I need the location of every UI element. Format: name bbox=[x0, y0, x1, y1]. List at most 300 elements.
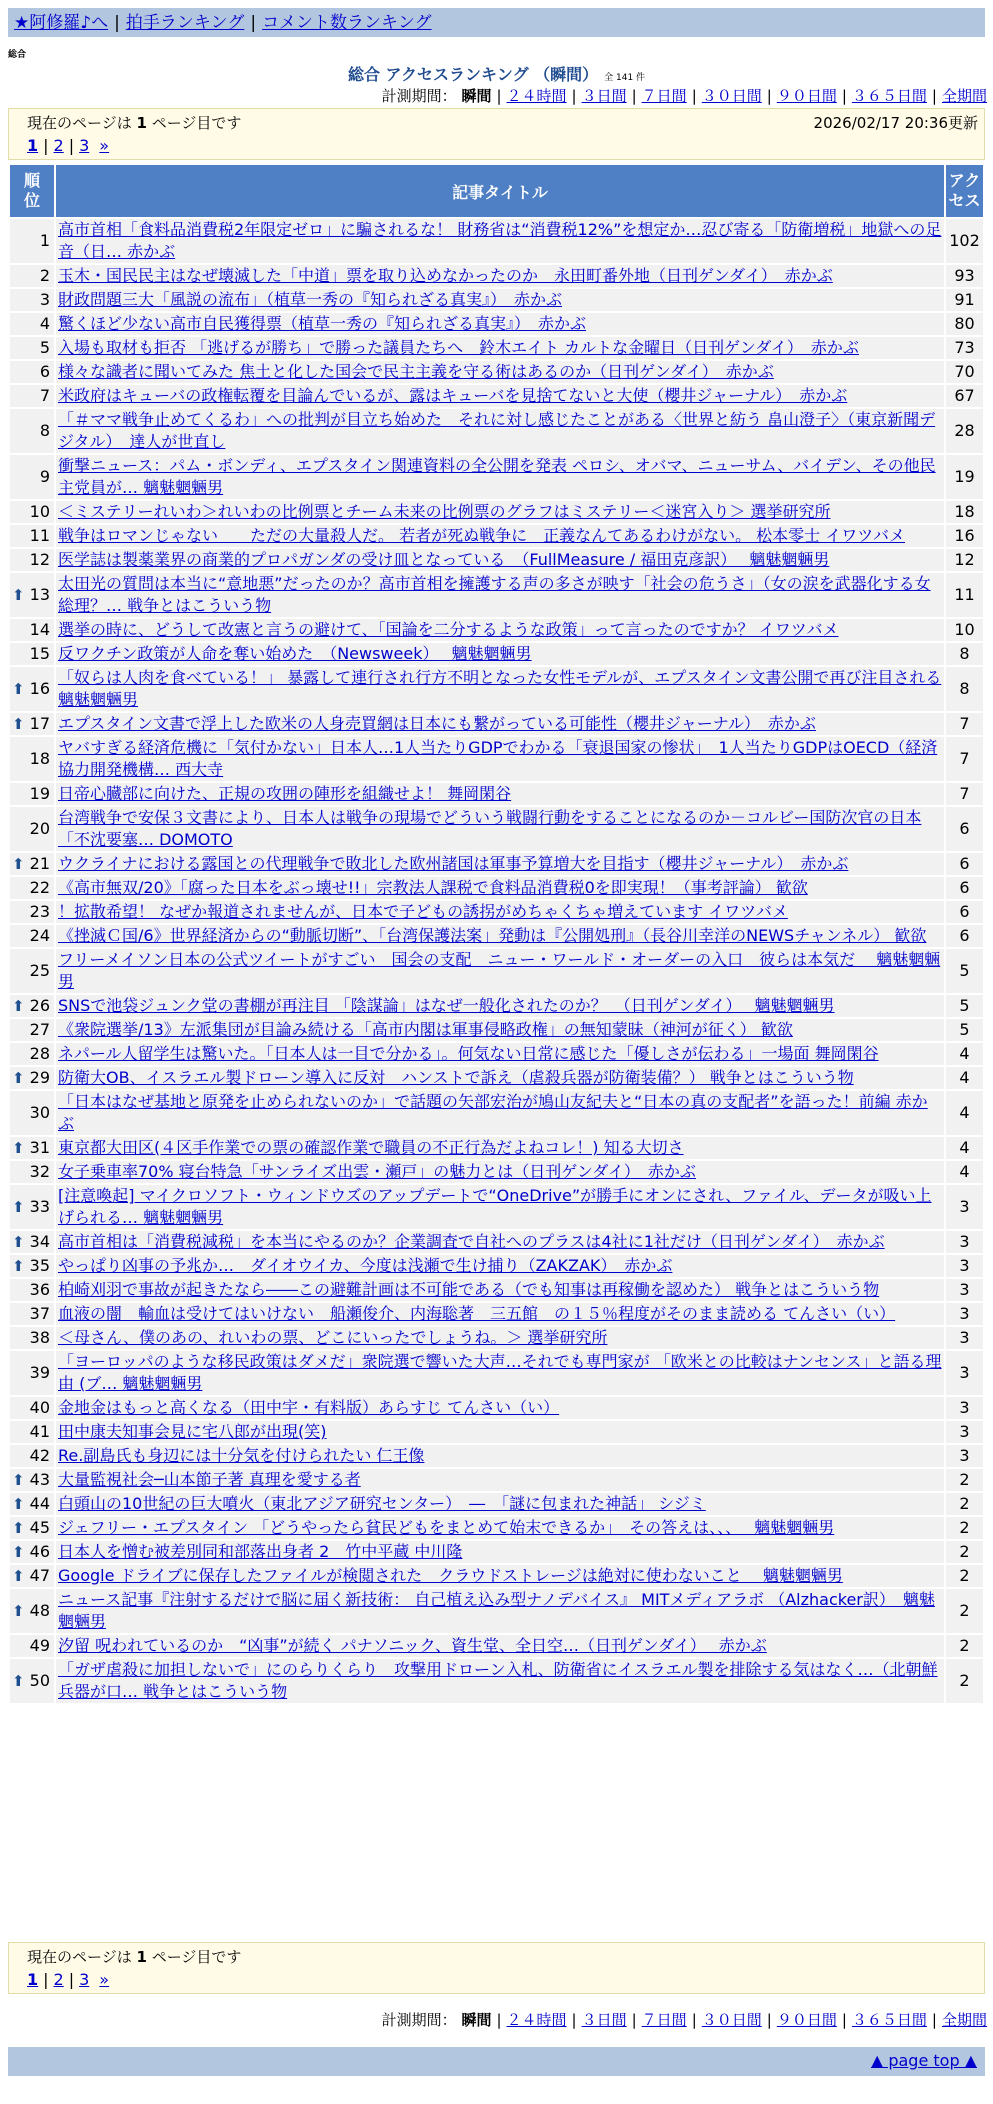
access-count: 6 bbox=[946, 877, 983, 899]
article-link[interactable]: 玉木・国民民主はなぜ壊滅した「中道」票を取り込めなかったのか 永田町番外地（日刊ゲンダイ） 赤かぶ bbox=[58, 266, 833, 285]
rank-number: 16 bbox=[29, 679, 50, 698]
rank-number: 18 bbox=[29, 749, 50, 768]
table-row bbox=[10, 925, 983, 947]
table-row bbox=[10, 1019, 983, 1041]
article-link[interactable]: 防衛大OB、イスラエル製ドローン導入に反対 ハンストで訴え（虐殺兵器が防衛装備？） 戦争とはこういう物 bbox=[58, 1068, 854, 1087]
title-cell bbox=[56, 1327, 944, 1349]
article-link[interactable]: 血液の闇 輸血は受けてはいけない 船瀬俊介、内海聡著 三五館 の１５％程度がそのまま読める てんさい（い） bbox=[58, 1304, 896, 1323]
rank-number: 10 bbox=[29, 502, 50, 521]
access-count: 4 bbox=[946, 1137, 983, 1159]
access-count: 73 bbox=[946, 337, 983, 359]
rank-cell bbox=[10, 1303, 54, 1325]
article-link[interactable]: 汐留 呪われているのか “凶事”が続く パナソニック、資生堂、全日空…（日刊ゲンダイ） 赤かぶ bbox=[58, 1636, 767, 1655]
access-count: 18 bbox=[946, 501, 983, 523]
table-row bbox=[10, 1279, 983, 1301]
up-arrow-icon: ⬆ bbox=[12, 1471, 25, 1489]
article-link[interactable]: エプスタイン文書で浮上した欧米の人身売買網は日本にも繋がっている可能性（櫻井ジャーナル） 赤かぶ bbox=[58, 714, 816, 733]
rank-number: 25 bbox=[29, 961, 50, 980]
title-cell bbox=[56, 737, 944, 781]
access-count: 67 bbox=[946, 385, 983, 407]
period-link-24h[interactable]: ２４時間 bbox=[506, 2011, 567, 2029]
table-row bbox=[10, 501, 983, 523]
ranking-table bbox=[8, 163, 985, 1705]
nav-link-comment-ranking[interactable]: コメント数ランキング bbox=[262, 13, 432, 33]
article-link[interactable]: 「ガザ虐殺に加担しないで」にのらりくらり 攻撃用ドローン入札、防衛省にイスラエル製を排除する気はなく…（北朝鮮兵器が口… 戦争とはこういう物 bbox=[58, 1660, 938, 1701]
article-link[interactable]: 金地金はもっと高くなる（田中宇・有料版）あらすじ てんさい（い） bbox=[58, 1398, 560, 1417]
article-link[interactable]: 選挙の時に、どうして改憲と言うの避けて、「国論を二分するような政策」って言ったのですか？ イワツバメ bbox=[58, 620, 839, 639]
title-cell bbox=[56, 1635, 944, 1657]
article-link[interactable]: [注意喚起] マイクロソフト・ウィンドウズのアップデートで“OneDrive”が勝手にオンにされ、ファイル、データが吸い上げられる… 魑魅魍魎男 bbox=[58, 1186, 932, 1227]
article-link[interactable]: 高市首相「食料品消費税2年限定ゼロ」に騙されるな！ 財務省は“消費税12%”を想定か…忍び寄る「防衛増税」地獄への足音（日… 赤かぶ bbox=[58, 220, 942, 261]
access-count: 16 bbox=[946, 525, 983, 547]
rank-number: 1 bbox=[39, 231, 50, 250]
page-link-3[interactable]: 3 bbox=[79, 1970, 90, 1989]
rank-cell bbox=[10, 1019, 54, 1041]
period-link-24h[interactable]: ２４時間 bbox=[506, 87, 567, 105]
article-link[interactable]: 入場も取材も拒否 「逃げるが勝ち」で勝った議員たちへ 鈴木エイト カルトな金曜日（日刊ゲンダイ） 赤かぶ bbox=[58, 338, 859, 357]
article-link[interactable]: 《挫滅Ｃ国/6》世界経済からの“動脈切断”、「台湾保護法案」発動は『公開処刑』（長谷川幸洋のNEWSチャンネル） 歓欲 bbox=[58, 926, 927, 945]
title-cell bbox=[56, 1231, 944, 1253]
title-cell bbox=[56, 573, 944, 617]
article-link[interactable]: 「＃ママ戦争止めてくるわ」への批判が目立ち始めた それに対し感じたことがある〈世界と紡う 畠山澄子〉（東京新聞デジタル） 達人が世直し bbox=[58, 410, 936, 451]
table-row bbox=[10, 853, 983, 875]
page-next-link[interactable]: » bbox=[99, 136, 110, 155]
rank-cell bbox=[10, 1565, 54, 1587]
period-link-30d[interactable]: ３０日間 bbox=[701, 2011, 762, 2029]
table-row bbox=[10, 385, 983, 407]
table-row bbox=[10, 619, 983, 641]
page-title: 総合 アクセスランキング （瞬間） bbox=[347, 65, 599, 84]
rank-number: 29 bbox=[29, 1068, 50, 1087]
title-cell bbox=[56, 1279, 944, 1301]
access-count: 2 bbox=[946, 1469, 983, 1491]
rank-number: 2 bbox=[39, 266, 50, 285]
title-cell bbox=[56, 501, 944, 523]
rank-cell bbox=[10, 1421, 54, 1443]
rank-cell bbox=[10, 949, 54, 993]
access-count: 4 bbox=[946, 1043, 983, 1065]
rank-cell bbox=[10, 337, 54, 359]
table-row bbox=[10, 1589, 983, 1633]
header-title: 記事タイトル bbox=[56, 165, 944, 217]
title-cell bbox=[56, 289, 944, 311]
rank-number: 20 bbox=[29, 819, 50, 838]
rank-cell bbox=[10, 573, 54, 617]
article-link[interactable]: 東京都大田区(４区手作業での票の確認作業で職員の不正行為だよねコレ！) 知る大切さ bbox=[58, 1138, 684, 1157]
page-link-1[interactable]: 1 bbox=[27, 1970, 39, 1989]
up-arrow-icon: ⬆ bbox=[12, 1198, 25, 1216]
article-link[interactable]: 戦争はロマンじゃない ただの大量殺人だ。 若者が死ぬ戦争に 正義なんてあるわけがない。 松本零士 イワツバメ bbox=[58, 526, 905, 545]
title-cell bbox=[56, 1091, 944, 1135]
table-row bbox=[10, 1161, 983, 1183]
access-count: 3 bbox=[946, 1421, 983, 1443]
table-row bbox=[10, 1255, 983, 1277]
rank-number: 11 bbox=[29, 526, 50, 545]
article-link[interactable]: 財政問題三大「風説の流布」（植草一秀の『知られざる真実』） 赤かぶ bbox=[58, 290, 563, 309]
rank-number: 23 bbox=[29, 902, 50, 921]
access-count: 91 bbox=[946, 289, 983, 311]
access-count: 6 bbox=[946, 807, 983, 851]
rank-number: 40 bbox=[29, 1398, 50, 1417]
title-cell bbox=[56, 549, 944, 571]
article-link[interactable]: 《衆院選挙/13》左派集団が目論み続ける「高市内閣は軍事侵略政権」の無知蒙昧（神河が征く） 歓欲 bbox=[58, 1020, 793, 1039]
period-link-365d[interactable]: ３６５日間 bbox=[851, 87, 927, 105]
period-link-all[interactable]: 全期間 bbox=[941, 87, 987, 105]
nav-link-clap-ranking[interactable]: 拍手ランキング bbox=[125, 13, 245, 33]
rank-number: 19 bbox=[29, 784, 50, 803]
title-cell bbox=[56, 1659, 944, 1703]
table-row bbox=[10, 1397, 983, 1419]
article-link[interactable]: Re.副島氏も身辺には十分気を付けられたい 仁王像 bbox=[58, 1446, 425, 1465]
up-arrow-icon: ⬆ bbox=[12, 1139, 25, 1157]
article-link[interactable]: ！拡散希望！ なぜか報道されませんが、日本で子どもの誘拐がめちゃくちゃ増えています イワツバメ bbox=[58, 902, 788, 921]
rank-cell bbox=[10, 667, 54, 711]
access-count: 7 bbox=[946, 713, 983, 735]
rank-cell bbox=[10, 853, 54, 875]
title-cell bbox=[56, 1043, 944, 1065]
rank-cell bbox=[10, 1067, 54, 1089]
table-row bbox=[10, 265, 983, 287]
table-row bbox=[10, 289, 983, 311]
title-cell bbox=[56, 385, 944, 407]
rank-number: 27 bbox=[29, 1020, 50, 1039]
access-count: 70 bbox=[946, 361, 983, 383]
rank-number: 43 bbox=[29, 1470, 50, 1489]
title-cell bbox=[56, 1421, 944, 1443]
access-count: 7 bbox=[946, 783, 983, 805]
access-count: 11 bbox=[946, 573, 983, 617]
article-link[interactable]: 「日本はなぜ基地と原発を止められないのか」で話題の矢部宏治が鳩山友紀夫と“日本の真の支配者”を語った！前編 赤かぶ bbox=[58, 1092, 928, 1133]
rank-cell bbox=[10, 1517, 54, 1539]
title-cell bbox=[56, 783, 944, 805]
access-count: 8 bbox=[946, 667, 983, 711]
access-count: 7 bbox=[946, 737, 983, 781]
rank-cell bbox=[10, 455, 54, 499]
title-cell bbox=[56, 901, 944, 923]
article-link[interactable]: 高市首相は「消費税減税」を本当にやるのか？企業調査で自社へのプラスは4社に1社だけ（日刊ゲンダイ） 赤かぶ bbox=[58, 1232, 885, 1251]
title-cell bbox=[56, 1517, 944, 1539]
rank-cell bbox=[10, 995, 54, 1017]
access-count: 3 bbox=[946, 1279, 983, 1301]
rank-number: 15 bbox=[29, 644, 50, 663]
page-info-top bbox=[8, 108, 985, 160]
rank-number: 39 bbox=[29, 1363, 50, 1382]
rank-cell bbox=[10, 1541, 54, 1563]
access-count: 2 bbox=[946, 1493, 983, 1515]
access-count: 3 bbox=[946, 1351, 983, 1395]
page-link-2[interactable]: 2 bbox=[53, 136, 64, 155]
rank-number: 5 bbox=[39, 338, 50, 357]
up-arrow-icon: ⬆ bbox=[12, 715, 25, 733]
up-arrow-icon: ⬆ bbox=[12, 1069, 25, 1087]
article-link[interactable]: 「ヨーロッパのような移民政策はダメだ」衆院選で響いた大声…それでも専門家が 「欧米との比較はナンセンス」と語る理由 (ブ… 魑魅魍魎男 bbox=[58, 1352, 942, 1393]
access-count: 3 bbox=[946, 1185, 983, 1229]
rank-number: 48 bbox=[29, 1601, 50, 1620]
period-label: 計測期間： bbox=[381, 87, 457, 105]
updated-timestamp: 2026/02/17 20:36更新 bbox=[813, 114, 978, 132]
title-cell bbox=[56, 1541, 944, 1563]
access-count: 2 bbox=[946, 1635, 983, 1657]
access-count: 3 bbox=[946, 1397, 983, 1419]
rank-cell bbox=[10, 643, 54, 665]
rank-cell bbox=[10, 361, 54, 383]
title-cell bbox=[56, 667, 944, 711]
rank-cell bbox=[10, 409, 54, 453]
access-count: 6 bbox=[946, 853, 983, 875]
article-link[interactable]: ウクライナにおける露国との代理戦争で敗北した欧州諸国は軍事予算増大を目指す（櫻井ジャーナル） 赤かぶ bbox=[58, 854, 849, 873]
period-link-7d[interactable]: ７日間 bbox=[641, 2011, 687, 2029]
category-label: 総合 bbox=[8, 50, 27, 60]
title-cell bbox=[56, 1161, 944, 1183]
period-selector-top: 計測期間： 瞬間 | ２４時間 | ３日間 | ７日間 | ３０日間 | ９０日間 | ３６５日間 | 全期間 bbox=[381, 87, 987, 105]
rank-number: 17 bbox=[29, 714, 50, 733]
rank-cell bbox=[10, 1255, 54, 1277]
rank-number: 3 bbox=[39, 290, 50, 309]
article-link[interactable]: ＜ミステリーれいわ＞れいわの比例票とチーム未来の比例票のグラフはミステリー＜迷宮入り＞ 選挙研究所 bbox=[58, 502, 831, 521]
rank-cell bbox=[10, 1469, 54, 1491]
title-cell bbox=[56, 1185, 944, 1229]
rank-cell bbox=[10, 1231, 54, 1253]
access-count: 2 bbox=[946, 1659, 983, 1703]
article-link[interactable]: 大量監視社会─山本節子著 真理を愛する者 bbox=[58, 1470, 361, 1489]
table-row bbox=[10, 949, 983, 993]
nav-link-asyura[interactable]: ★阿修羅♪へ bbox=[14, 13, 109, 33]
title-cell bbox=[56, 1067, 944, 1089]
access-count: 3 bbox=[946, 1327, 983, 1349]
rank-number: 22 bbox=[29, 878, 50, 897]
article-link[interactable]: 衝撃ニュース：パム・ボンディ、エプスタイン関連資料の全公開を発表 ペロシ、オバマ、ニューサム、バイデン、その他民主党員が… 魑魅魍魎男 bbox=[58, 456, 936, 497]
access-count: 3 bbox=[946, 1231, 983, 1253]
rank-number: 35 bbox=[29, 1256, 50, 1275]
up-arrow-icon: ⬆ bbox=[12, 1257, 25, 1275]
article-link[interactable]: 田中康夫知事会見に宅八郎が出現(笑) bbox=[58, 1422, 327, 1441]
up-arrow-icon: ⬆ bbox=[12, 1672, 25, 1690]
article-link[interactable]: フリーメイソン日本の公式ツイートがすごい 国会の支配 ニュー・ワールド・オーダーの入口 彼らは本気だ 魑魅魍魎男 bbox=[58, 950, 941, 991]
table-row bbox=[10, 549, 983, 571]
rank-cell bbox=[10, 1493, 54, 1515]
rank-number: 13 bbox=[29, 585, 50, 604]
title-cell bbox=[56, 1137, 944, 1159]
table-row bbox=[10, 807, 983, 851]
rank-cell bbox=[10, 925, 54, 947]
article-link[interactable]: ネパール人留学生は驚いた。「日本人は一目で分かる」。何気ない日常に感じた「優しさが伝わる」一場面 舞岡閑谷 bbox=[58, 1044, 879, 1063]
page-next-link[interactable]: » bbox=[99, 1970, 110, 1989]
period-link-365d[interactable]: ３６５日間 bbox=[851, 2011, 927, 2029]
table-row bbox=[10, 1231, 983, 1253]
title-cell bbox=[56, 619, 944, 641]
access-count: 19 bbox=[946, 455, 983, 499]
article-link[interactable]: 米政府はキューバの政権転覆を目論んでいるが、露はキューバを見捨てないと大使（櫻井ジャーナル） 赤かぶ bbox=[58, 386, 848, 405]
rank-cell bbox=[10, 1659, 54, 1703]
rank-cell bbox=[10, 549, 54, 571]
article-link[interactable]: 驚くほど少ない高市自民獲得票（植草一秀の『知られざる真実』） 赤かぶ bbox=[58, 314, 587, 333]
table-row bbox=[10, 995, 983, 1017]
article-link[interactable]: 「奴らは人肉を食べている！」 暴露して連行され行方不明となった女性モデルが、エプスタイン文書公開で再び注目される 魑魅魍魎男 bbox=[58, 668, 942, 709]
article-link[interactable]: 反ワクチン政策が人命を奪い始めた （Newsweek） 魑魅魍魎男 bbox=[58, 644, 532, 663]
rank-number: 4 bbox=[39, 314, 50, 333]
rank-cell bbox=[10, 1445, 54, 1467]
period-link-3d[interactable]: ３日間 bbox=[581, 87, 627, 105]
title-cell bbox=[56, 1397, 944, 1419]
article-link[interactable]: 医学誌は製薬業界の商業的プロパガンダの受け皿となっている （FullMeasure / 福田克彦訳） 魑魅魍魎男 bbox=[58, 550, 830, 569]
up-arrow-icon: ⬆ bbox=[12, 1519, 25, 1537]
access-count: 6 bbox=[946, 901, 983, 923]
table-row bbox=[10, 573, 983, 617]
article-link[interactable]: 日本人を憎む被差別同和部落出身者 2 竹中平蔵 中川隆 bbox=[58, 1542, 463, 1561]
top-nav-bar bbox=[8, 8, 985, 37]
rank-cell bbox=[10, 1351, 54, 1395]
title-cell bbox=[56, 265, 944, 287]
rank-number: 49 bbox=[29, 1636, 50, 1655]
rank-cell bbox=[10, 1091, 54, 1135]
rank-number: 38 bbox=[29, 1328, 50, 1347]
table-row bbox=[10, 1517, 983, 1539]
rank-number: 9 bbox=[39, 467, 50, 486]
rank-cell bbox=[10, 1635, 54, 1657]
article-link[interactable]: SNSで池袋ジュンク堂の書棚が再注目 「陰謀論」はなぜ一般化されたのか？ （日刊ゲンダイ） 魑魅魍魎男 bbox=[58, 996, 835, 1015]
article-link[interactable]: 柏崎刈羽で事故が起きたなら――この避難計画は不可能である（でも知事は再稼働を認めた） 戦争とはこういう物 bbox=[58, 1280, 880, 1299]
rank-cell bbox=[10, 289, 54, 311]
access-count: 12 bbox=[946, 549, 983, 571]
access-count: 2 bbox=[946, 1541, 983, 1563]
table-row bbox=[10, 643, 983, 665]
period-link-30d[interactable]: ３０日間 bbox=[701, 87, 762, 105]
rank-number: 36 bbox=[29, 1280, 50, 1299]
article-link[interactable]: 女子乗車率70% 寝台特急「サンライズ出雲・瀬戸」の魅力とは（日刊ゲンダイ） 赤かぶ bbox=[58, 1162, 696, 1181]
current-page-text: 現在のページは 1 ページ目です bbox=[27, 114, 242, 132]
title-cell bbox=[56, 525, 944, 547]
article-link[interactable]: Google ドライブに保存したファイルが検閲された クラウドストレージは絶対に使わないこと 魑魅魍魎男 bbox=[58, 1566, 843, 1585]
title-cell bbox=[56, 949, 944, 993]
up-arrow-icon: ⬆ bbox=[12, 997, 25, 1015]
pagination: 1 | 2 | 3 » bbox=[27, 136, 110, 155]
article-link[interactable]: 日帝心臓部に向けた、正規の攻囲の陣形を組織せよ！ 舞岡閑谷 bbox=[58, 784, 512, 803]
title-cell bbox=[56, 313, 944, 335]
rank-cell bbox=[10, 1185, 54, 1229]
access-count: 80 bbox=[946, 313, 983, 335]
rank-number: 42 bbox=[29, 1446, 50, 1465]
access-count: 4 bbox=[946, 1091, 983, 1135]
page-link-1[interactable]: 1 bbox=[27, 136, 39, 155]
period-label: 計測期間： bbox=[381, 2011, 457, 2029]
rank-number: 41 bbox=[29, 1422, 50, 1441]
rank-cell bbox=[10, 1589, 54, 1633]
period-link-3d[interactable]: ３日間 bbox=[581, 2011, 627, 2029]
access-count: 10 bbox=[946, 619, 983, 641]
rank-cell bbox=[10, 219, 54, 263]
article-link[interactable]: ニュース記事『注射するだけで脳に届く新技術： 自己植え込み型ナノデバイス』 MITメディアラボ （Alzhacker訳） 魑魅魍魎男 bbox=[58, 1590, 935, 1631]
table-row bbox=[10, 409, 983, 453]
table-row bbox=[10, 1469, 983, 1491]
up-arrow-icon: ⬆ bbox=[12, 1543, 25, 1561]
title-cell bbox=[56, 455, 944, 499]
access-count: 5 bbox=[946, 995, 983, 1017]
title-cell bbox=[56, 1445, 944, 1467]
up-arrow-icon: ⬆ bbox=[12, 586, 25, 604]
rank-cell bbox=[10, 385, 54, 407]
up-arrow-icon: ⬆ bbox=[12, 855, 25, 873]
article-link[interactable]: やっぱり凶事の予兆か… ダイオウイカ、今度は浅瀬で生け捕り（ZAKZAK） 赤かぶ bbox=[58, 1256, 673, 1275]
access-count: 6 bbox=[946, 925, 983, 947]
table-row bbox=[10, 1493, 983, 1515]
article-link[interactable]: ヤバすぎる経済危機に「気付かない」日本人…1人当たりGDPでわかる「衰退国家の惨状」 1人当たりGDPはOECD（経済協力開発機構… 西大寺 bbox=[58, 738, 938, 779]
access-count: 102 bbox=[946, 219, 983, 263]
rank-cell bbox=[10, 1279, 54, 1301]
access-count: 5 bbox=[946, 949, 983, 993]
access-count: 4 bbox=[946, 1067, 983, 1089]
table-row bbox=[10, 1565, 983, 1587]
up-arrow-icon: ⬆ bbox=[12, 1233, 25, 1251]
title-cell bbox=[56, 361, 944, 383]
page-link-3[interactable]: 3 bbox=[79, 136, 90, 155]
title-cell bbox=[56, 643, 944, 665]
period-link-7d[interactable]: ７日間 bbox=[641, 87, 687, 105]
table-row bbox=[10, 1137, 983, 1159]
page-top-link[interactable]: ▲ page top ▲ bbox=[870, 2051, 977, 2070]
rank-cell bbox=[10, 1161, 54, 1183]
table-header-row bbox=[10, 165, 983, 217]
rank-cell bbox=[10, 737, 54, 781]
access-count: 2 bbox=[946, 1517, 983, 1539]
article-link[interactable]: ＜母さん、僕のあの、れいわの票、どこにいったでしょうね。＞ 選挙研究所 bbox=[58, 1328, 608, 1347]
article-link[interactable]: 様々な識者に聞いてみた 焦土と化した国会で民主主義を守る術はあるのか（日刊ゲンダイ） 赤かぶ bbox=[58, 362, 774, 381]
table-row bbox=[10, 1185, 983, 1229]
total-count: 全 141 件 bbox=[604, 73, 646, 83]
table-row bbox=[10, 219, 983, 263]
title-cell bbox=[56, 713, 944, 735]
article-link[interactable]: ジェフリー・エプスタイン 「どうやったら貧民どもをまとめて始末できるか」 その答えは、、、 魑魅魍魎男 bbox=[58, 1518, 835, 1537]
rank-number: 44 bbox=[29, 1494, 50, 1513]
page-link-2[interactable]: 2 bbox=[53, 1970, 64, 1989]
article-link[interactable]: 白頭山の10世紀の巨大噴火（東北アジア研究センター） ― 「謎に包まれた神話」 シジミ bbox=[58, 1494, 706, 1513]
table-row bbox=[10, 1351, 983, 1395]
rank-number: 32 bbox=[29, 1162, 50, 1181]
up-arrow-icon: ⬆ bbox=[12, 680, 25, 698]
title-cell bbox=[56, 995, 944, 1017]
rank-cell bbox=[10, 901, 54, 923]
rank-cell bbox=[10, 619, 54, 641]
access-count: 2 bbox=[946, 1589, 983, 1633]
table-row bbox=[10, 877, 983, 899]
title-cell bbox=[56, 1255, 944, 1277]
rank-cell bbox=[10, 1327, 54, 1349]
title-cell bbox=[56, 1493, 944, 1515]
current-page-text-bottom: 現在のページは 1 ページ目です bbox=[27, 1948, 242, 1966]
top-nav: ★阿修羅♪へ | 拍手ランキング | コメント数ランキング bbox=[14, 13, 432, 33]
article-link[interactable]: 台湾戦争で安保３文書により、日本人は戦争の現場でどういう戦闘行動をすることになるのか－コルビー国防次官の日本「不沈要塞… DOMOTO bbox=[58, 808, 922, 849]
rank-number: 37 bbox=[29, 1304, 50, 1323]
rank-cell bbox=[10, 783, 54, 805]
rank-number: 12 bbox=[29, 550, 50, 569]
access-count: 28 bbox=[946, 409, 983, 453]
period-current: 瞬間 bbox=[461, 2011, 492, 2029]
period-selector-bottom: 計測期間： 瞬間 | ２４時間 | ３日間 | ７日間 | ３０日間 | ９０日間 | ３６５日間 | 全期間 bbox=[381, 2011, 987, 2029]
article-link[interactable]: 太田光の質問は本当に“意地悪”だったのか？高市首相を擁護する声の多さが映す「社会の危うさ」（女の涙を武器化する女総理？… 戦争とはこういう物 bbox=[58, 574, 931, 615]
period-link-all[interactable]: 全期間 bbox=[941, 2011, 987, 2029]
article-link[interactable]: 《高市無双/20》「腐った日本をぶっ壊せ!!」宗教法人課税で食料品消費税0を即実現！（事考評論） 歓欲 bbox=[58, 878, 808, 897]
access-count: 93 bbox=[946, 265, 983, 287]
page-info-bottom bbox=[8, 1942, 985, 1994]
rank-number: 31 bbox=[29, 1138, 50, 1157]
header-rank: 順位 bbox=[10, 165, 54, 217]
table-row bbox=[10, 1067, 983, 1089]
title-cell bbox=[56, 219, 944, 263]
up-arrow-icon: ⬆ bbox=[12, 1567, 25, 1585]
period-link-90d[interactable]: ９０日間 bbox=[776, 2011, 837, 2029]
access-count: 3 bbox=[946, 1255, 983, 1277]
table-row bbox=[10, 1327, 983, 1349]
period-link-90d[interactable]: ９０日間 bbox=[776, 87, 837, 105]
